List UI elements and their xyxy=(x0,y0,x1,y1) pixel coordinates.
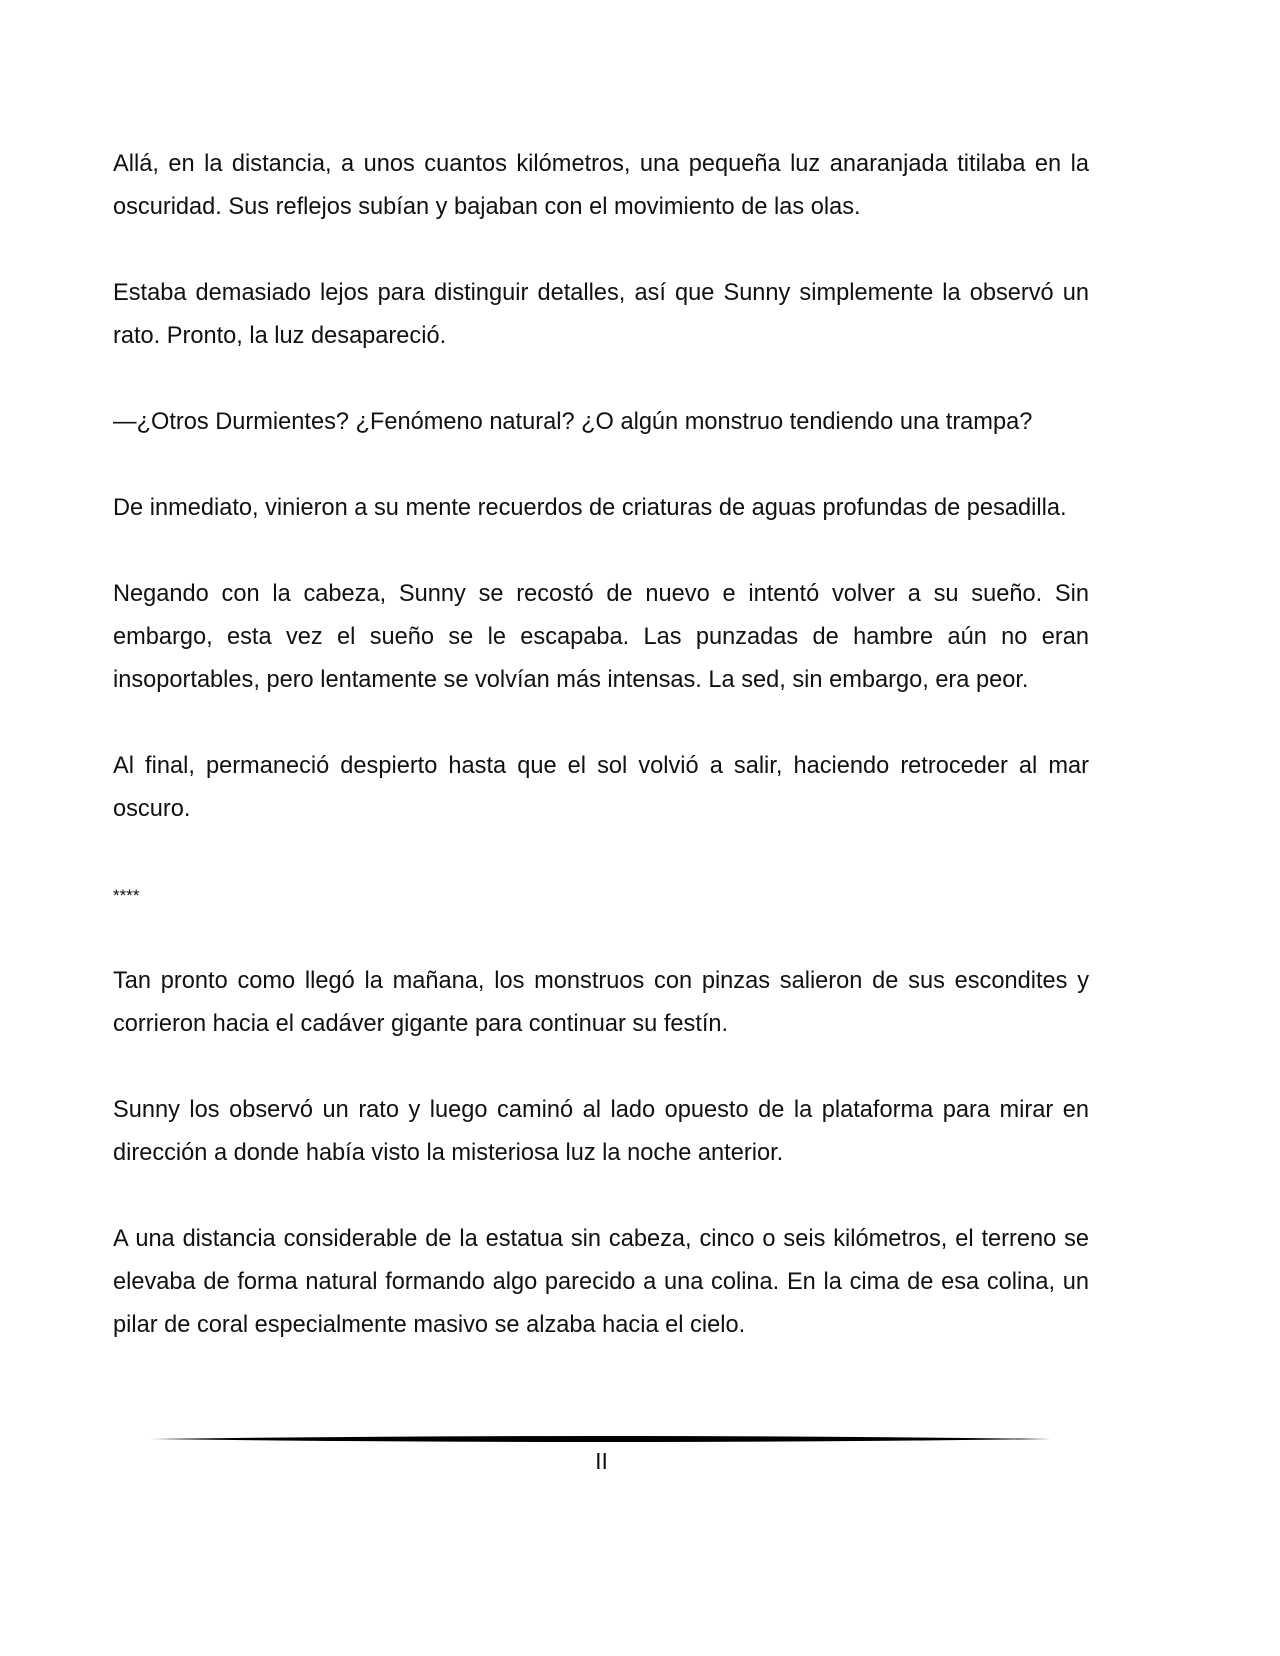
paragraph-opposite-side: Sunny los observó un rato y luego caminó al lado opuesto de la plataforma para mirar en dirección a donde había visto la misteriosa luz la noche anterior. xyxy=(113,1097,1089,1166)
paragraph-stayed-awake: Al final, permaneció despierto hasta que el sol volvió a salir, haciendo retroceder al mar oscuro. xyxy=(113,753,1089,822)
paragraph-morning-monsters: Tan pronto como llegó la mañana, los monstruos con pinzas salieron de sus escondites y corrieron hacia el cadáver gigante para continuar su festín. xyxy=(113,968,1089,1037)
paragraph-deep-sea-memories: De inmediato, vinieron a su mente recuerdos de criaturas de aguas profundas de pesadilla. xyxy=(113,495,1067,521)
paragraph-light-disappeared: Estaba demasiado lejos para distinguir detalles, así que Sunny simplemente la observó un rato. Pronto, la luz desapareció. xyxy=(113,280,1089,349)
scene-break: **** xyxy=(113,886,140,905)
paragraph-questions: —¿Otros Durmientes? ¿Fenómeno natural? ¿O algún monstruo tendiendo una trampa? xyxy=(113,409,1033,435)
paragraph-hunger-thirst: Negando con la cabeza, Sunny se recostó de nuevo e intentó volver a su sueño. Sin embargo, esta vez el sueño se le escapaba. Las punzadas de hambre aún no eran insoportables, pero lentamente se volvían más intensas. La sed, sin embargo, era peor. xyxy=(113,581,1089,693)
paragraph-distant-light: Allá, en la distancia, a unos cuantos kilómetros, una pequeña luz anaranjada titilaba en la oscuridad. Sus reflejos subían y bajaban con el movimiento de las olas. xyxy=(113,151,1089,220)
footer-rule xyxy=(151,1434,1051,1444)
paragraph-coral-hill: A una distancia considerable de la estatua sin cabeza, cinco o seis kilómetros, el terreno se elevaba de forma natural formando algo parecido a una colina. En la cima de esa colina, un pilar de coral especialmente masivo se alzaba hacia el cielo. xyxy=(113,1226,1089,1338)
footer-rule-shape xyxy=(151,1436,1051,1442)
page-body xyxy=(113,143,1089,1390)
page-number: II xyxy=(595,1448,608,1474)
